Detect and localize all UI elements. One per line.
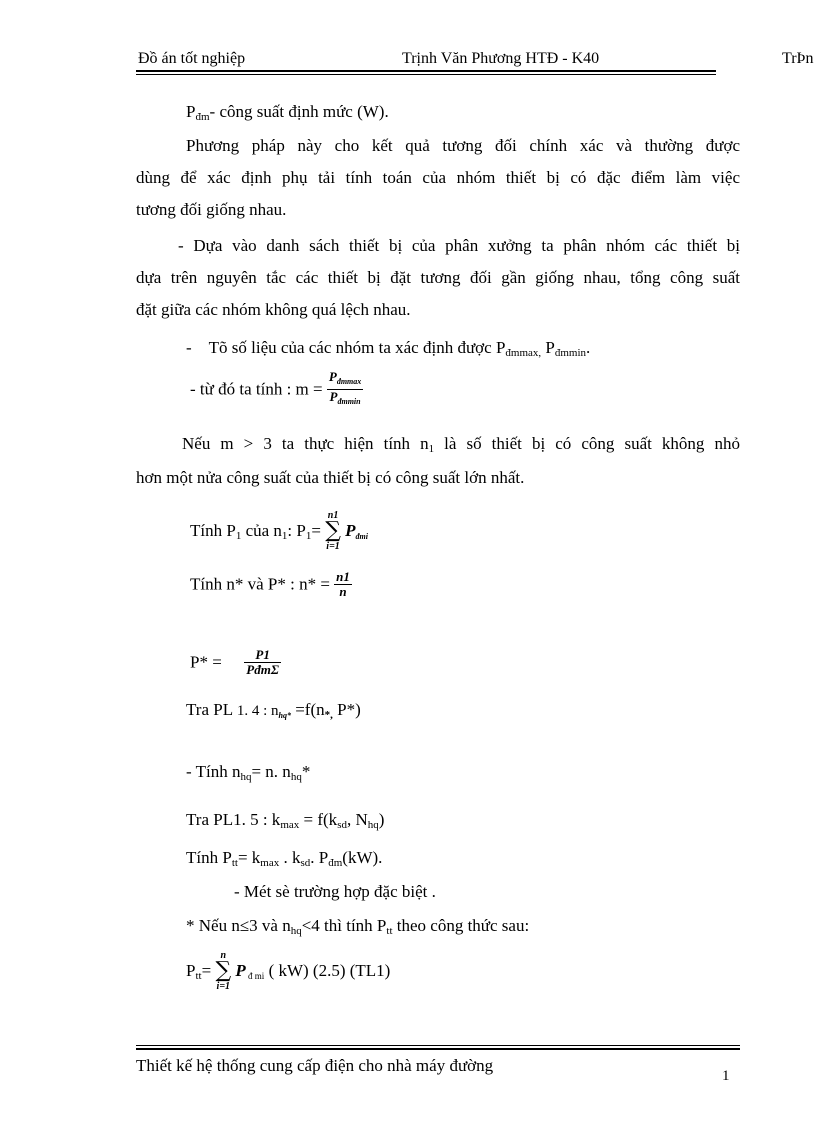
footer-text: Thiết kế hệ thống cung cấp điện cho nhà máy đường	[136, 1056, 494, 1075]
formula-kmax: Tra PL1. 5 : $k_{max} = f(k_{sd}$, $N_{hq}$)	[186, 810, 385, 831]
formula-p1: Tính $P_1$ của $n_1$: $P_1=$ n1 ∑ i=1 $P_{đmi}$	[190, 510, 368, 552]
para2-line2: dựa trên nguyên tắc các thiết bị đặt tương đối gần giống nhau, tổng công suất	[136, 268, 740, 287]
formula-ptt: Tính $P_{tt}= k_{max}$ . $k_{sd}$. $P_{đm}(kW)$.	[186, 848, 383, 869]
para2-line1: - Dựa vào danh sách thiết bị của phân xưởng ta phân nhóm các thiết bị	[178, 236, 740, 255]
para1-line1: Phương pháp này cho kết quả tương đối chính xác và thường được	[186, 136, 740, 155]
footer-rule-bottom	[136, 1048, 740, 1050]
definition-line: $P_{đm}-$ công suất định mức (W).	[186, 102, 389, 123]
formula-tra-pl14: Tra PL 1. 4 : $n_{hq*} =f(n_{*,}$ P*)	[186, 700, 361, 721]
sum-symbol: n1 ∑ i=1	[325, 510, 341, 552]
header-right: TrÞn	[782, 50, 814, 67]
formula-nhq: - Tính $n_{hq}= n$. $n_{hq}*$	[186, 762, 311, 783]
header-rule-top	[136, 70, 716, 72]
m-ratio-fraction: $\frac{P_{đmmax}}{P_{đmmin}}$	[328, 369, 362, 406]
case-n-le-3: * Nếu n≤3 và $n_{hq}<4$ thì tính $P_{tt}$ theo công thức sau:	[186, 916, 530, 937]
header-center: Trịnh Văn Phương HTĐ - K40	[402, 50, 600, 67]
dash-bullet: -	[186, 338, 209, 357]
para5-line2: hơn một nửa công suất của thiết bị có công suất lớn nhất.	[136, 468, 525, 487]
sum-symbol: n ∑ i=1	[215, 950, 232, 992]
formula-p-star: P* = $\frac{P1}{\text{PđmΣ}}$	[190, 647, 279, 677]
special-cases-heading: - Mét sè trường hợp đặc biệt .	[234, 882, 436, 901]
para1-line2: dùng để xác định phụ tải tính toán của nhóm thiết bị có đặc điểm làm việc	[136, 168, 740, 187]
m-ratio-formula: - từ đó ta tính : m = $\frac{P_{đmmax}}{P_{đmmin}}$	[190, 370, 363, 409]
p-star-fraction: $\frac{P1}{\text{PđmΣ}}$	[246, 647, 279, 677]
footer-rule-top	[136, 1045, 740, 1046]
para2-line3: đặt giữa các nhóm không quá lệch nhau.	[136, 300, 411, 319]
header-rule-bottom	[136, 74, 716, 75]
para1-line3: tương đối giống nhau.	[136, 200, 287, 219]
n-star-fraction: $\frac{n1}{n}$	[336, 569, 350, 599]
formula-2-5: $P_{tt}=$ n ∑ i=1 P $_{đ mi}$ ( kW) (2.5) (TL1)	[186, 950, 391, 992]
para5-line1: Nếu m > 3 ta thực hiện tính $n_1$ là số thiết bị có công suất không nhỏ	[182, 434, 740, 455]
page-number: 1	[722, 1068, 730, 1084]
formula-n-star: Tính n* và P* : n* = $\frac{n1}{n}$	[190, 569, 350, 599]
para3-line: - Tõ số liệu của các nhóm ta xác định được $P_{đmmax,}$ $P_{đmmin}$.	[186, 338, 591, 359]
header-left: Đồ án tốt nghiệp	[138, 50, 246, 67]
